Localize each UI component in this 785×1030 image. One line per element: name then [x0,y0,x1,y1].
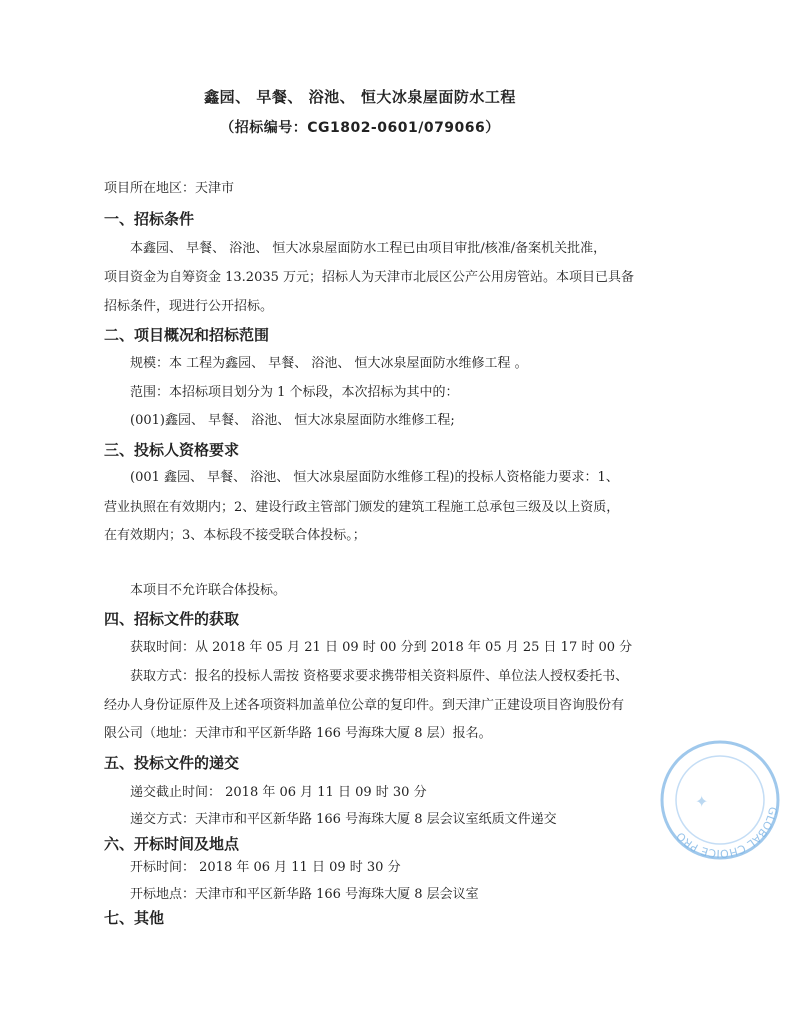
paragraph-line: 规模：本 工程为鑫园、 早餐、 浴池、 恒大冰泉屋面防水维修工程 。 [130,356,528,371]
paragraph-line: 招标条件，现进行公开招标。 [104,299,274,314]
paragraph-line: 开标时间： 2018 年 06 月 11 日 09 时 30 分 [130,860,401,875]
paragraph-line: 开标地点：天津市和平区新华路 166 号海珠大厦 8 层会议室 [130,887,479,902]
document-title: 鑫园、 早餐、 浴池、 恒大冰泉屋面防水工程 [204,88,516,106]
paragraph-line: 本鑫园、 早餐、 浴池、 恒大冰泉屋面防水工程已由项目审批/核准/备案机关批准， [130,241,607,256]
section-heading-6: 六、开标时间及地点 [104,835,240,853]
paragraph-line: 范围：本招标项目划分为 1 个标段，本次招标为其中的： [130,385,459,400]
section-heading-3: 三、投标人资格要求 [104,441,240,459]
stamp-mark: ✦ [695,792,709,811]
paragraph-line: 经办人身份证原件及上述各项资料加盖单位公章的复印件。到天津广正建设项目咨询股份有 [104,698,625,713]
paragraph-line: 营业执照在有效期内；2、建设行政主管部门颁发的建筑工程施工总承包三级及以上资质， [104,500,620,515]
paragraph-line: (001 鑫园、 早餐、 浴池、 恒大冰泉屋面防水维修工程)的投标人资格能力要求：1、 [130,470,619,485]
paragraph-line: 限公司（地址：天津市和平区新华路 166 号海珠大厦 8 层）报名。 [104,726,492,741]
paragraph-line: 递交截止时间： 2018 年 06 月 11 日 09 时 30 分 [130,785,427,800]
paragraph-line: (001)鑫园、 早餐、 浴池、 恒大冰泉屋面防水维修工程; [130,413,455,428]
paragraph-line: 本项目不允许联合体投标。 [130,583,287,598]
section-heading-1: 一、招标条件 [104,210,195,228]
section-heading-2: 二、项目概况和招标范围 [104,326,270,344]
stamp-inner-ring [676,756,764,844]
paragraph-line: 递交方式：天津市和平区新华路 166 号海珠大厦 8 层会议室纸质文件递交 [130,812,557,827]
paragraph-line: 项目资金为自筹资金 13.2035 万元；招标人为天津市北辰区公产公用房管站。本项目已具备 [104,270,635,285]
paragraph-line: 在有效期内；3、本标段不接受联合体投标。； [104,528,366,543]
company-seal-stamp [655,735,785,865]
paragraph-line: 获取时间：从 2018 年 05 月 21 日 09 时 00 分到 2018 年 05 月 25 日 17 时 00 分 [130,640,633,655]
paragraph-line: 获取方式：报名的投标人需按 资格要求要求携带相关资料原件、单位法人授权委托书、 [130,669,629,684]
section-heading-4: 四、招标文件的获取 [104,610,240,628]
project-location: 项目所在地区：天津市 [104,181,235,196]
tender-code: （招标编号：CG1802-0601/079066） [220,120,500,136]
section-heading-5: 五、投标文件的递交 [104,754,240,772]
stamp-text: GLOBAL CHOICE PRO [673,805,780,861]
section-heading-7: 七、其他 [104,909,165,927]
